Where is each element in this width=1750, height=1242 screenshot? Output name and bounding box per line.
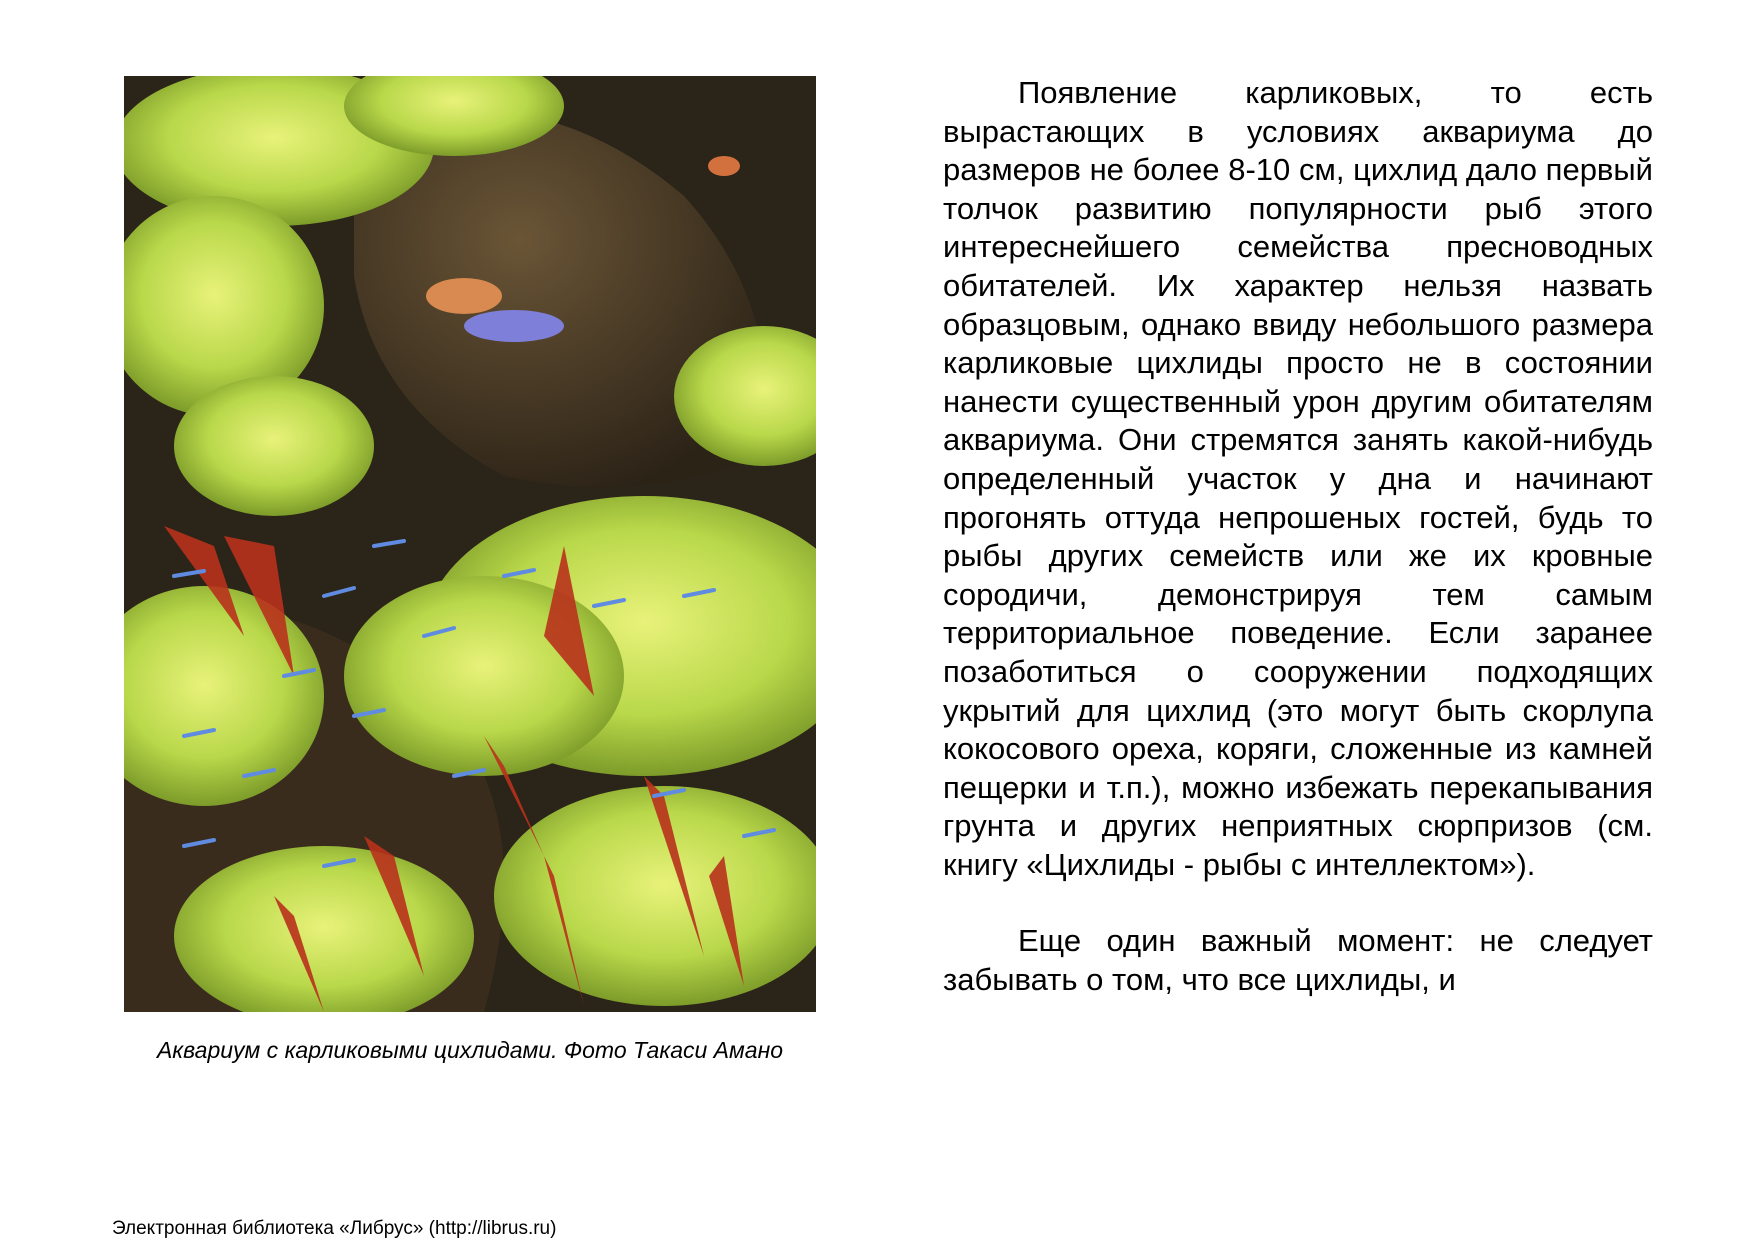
aquarium-photo [124,76,816,1012]
figure-caption: Аквариум с карликовыми цихлидами. Фото Такаси Амано [156,1037,784,1063]
paragraph: Еще один важный момент: не следует забывать о том, что все цихлиды, и [943,923,1653,998]
footer-credit: Электронная библиотека «Либрус» (http://librus.ru) [112,1218,557,1239]
aquarium-photo-image [124,76,816,1012]
body-text [943,74,1653,1000]
paragraph: Появление карликовых, то есть вырастающих в условиях аквариума до размеров не более 8-10 см, цихлид дало первый толчок развитию популярности рыб этого интереснейшего семейства пресноводных обитателей. Их характер нельзя назвать образцовым, однако ввиду небольшого размера карликовые цихлиды просто не в состоянии нанести существенный урон другим обитателям аквариума. Они стремятся занять какой-нибудь определенный участок у дна и начинают прогонять оттуда непрошеных гостей, будь то рыбы других семейств или же их кровные сородичи, демонстрируя тем самым территориальное поведение. Если заранее позаботиться о сооружении подходящих укрытий для цихлид (это могут быть скорлупа кокосового ореха, коряги, сложенные из камней пещерки и т.п.), можно избежать перекапывания грунта и других неприятных сюрпризов (см. книгу «Цихлиды - рыбы с интеллектом»). [943,75,1653,882]
